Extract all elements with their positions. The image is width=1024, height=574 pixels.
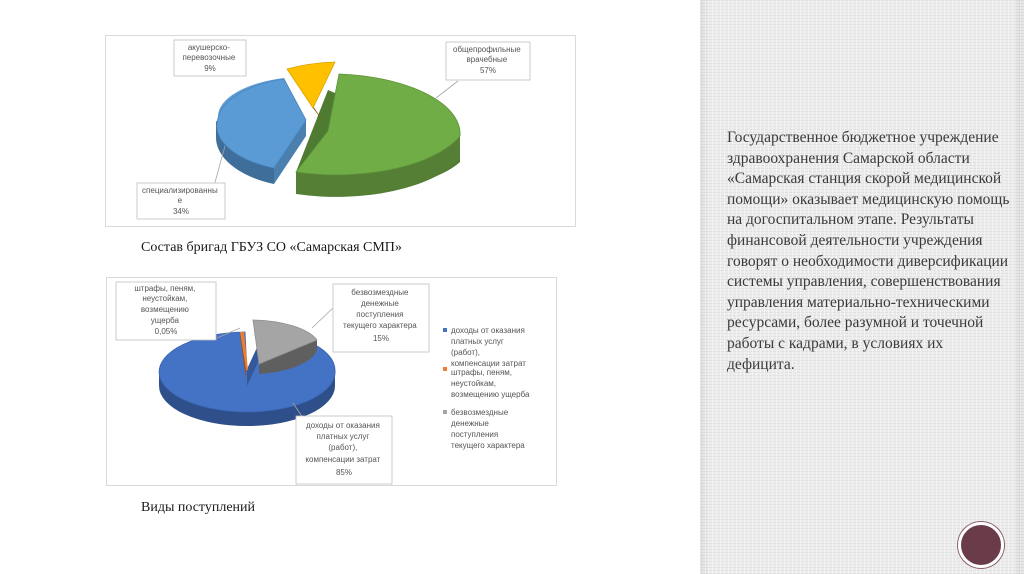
- legend-fines-3: возмещению ущерба: [451, 390, 530, 399]
- label-fines-2: неустойкам,: [142, 294, 188, 303]
- svg-text:безвозмездные денежные: [451, 408, 525, 450]
- label-income-1: доходы от оказания: [305, 421, 380, 430]
- label-grants-3: поступления: [356, 310, 404, 319]
- legend-grants-1: безвозмездные: [451, 408, 509, 417]
- label-fines-4: ущерба: [150, 316, 180, 325]
- label-general-2: врачебные: [466, 55, 508, 64]
- label-income-4: компенсации затрат: [305, 455, 381, 464]
- page-number-badge[interactable]: [958, 522, 1004, 568]
- label-grants-4: текущего характера: [343, 321, 417, 330]
- label-specialized-3: 34%: [172, 207, 190, 216]
- label-fines-1: штрафы, пеням,: [134, 284, 196, 293]
- label-income-2: платных услуг: [316, 432, 370, 441]
- label-grants-1: безвозмездные: [351, 288, 409, 297]
- label-specialized-1: специализированны: [142, 186, 218, 195]
- legend-income-1: доходы от оказания: [451, 326, 525, 335]
- legend-grants-3: поступления: [451, 430, 499, 439]
- description-paragraph: Государственное бюджетное учреждение здравоохранения Самарской области «Самарская станция скорой медицинской помощи» оказывает медицинскую помощь на догоспитальном этапе. Результаты финансовой деятельности учреждения говорят о необходимости диверсификации системы управления, совершенствования управления материально-техническими ресурсами, более разумной и точечной работы с кадрами, в условиях их дефицита.: [727, 129, 1010, 373]
- label-income-3: (работ),: [328, 443, 358, 452]
- label-fines-3: возмещению: [140, 305, 189, 314]
- legend-swatch-fines: [443, 367, 447, 371]
- legend-income-2: платных услуг: [451, 337, 504, 346]
- legend-income-4: компенсации затрат: [451, 359, 526, 368]
- brigades-pie-chart: [105, 35, 576, 227]
- revenue-pie-chart: [106, 277, 557, 486]
- legend-fines-2: неустойкам,: [451, 379, 497, 388]
- label-obstetric-2: перевозочные: [182, 53, 236, 62]
- label-general-3: 57%: [479, 66, 497, 75]
- legend-swatch-income: [443, 328, 447, 332]
- label-specialized-2: е: [177, 196, 183, 205]
- legend-fines-1: штрафы, пеням,: [451, 368, 513, 377]
- label-general-1: общепрофильные: [453, 45, 521, 54]
- label-income-5: 85%: [335, 468, 353, 477]
- legend-income-3: (работ),: [451, 348, 480, 357]
- legend-grants-4: текущего характера: [451, 441, 525, 450]
- caption-brigades: Состав бригад ГБУЗ СО «Самарская СМП»: [141, 240, 402, 255]
- legend-grants-2: денежные: [451, 419, 489, 428]
- caption-revenue: Виды поступлений: [141, 500, 256, 515]
- label-obstetric-3: 9%: [204, 64, 216, 73]
- label-fines-5: 0,05%: [154, 327, 178, 336]
- svg-text:доходы от оказания пла: [451, 326, 527, 368]
- label-grants-2: денежные: [360, 299, 399, 308]
- legend-swatch-grants: [443, 410, 447, 414]
- svg-text:штрафы, пеням, неустой: [451, 368, 530, 399]
- chart-legend: [443, 326, 530, 450]
- label-obstetric-1: акушерско-: [187, 43, 230, 52]
- label-grants-5: 15%: [372, 334, 390, 343]
